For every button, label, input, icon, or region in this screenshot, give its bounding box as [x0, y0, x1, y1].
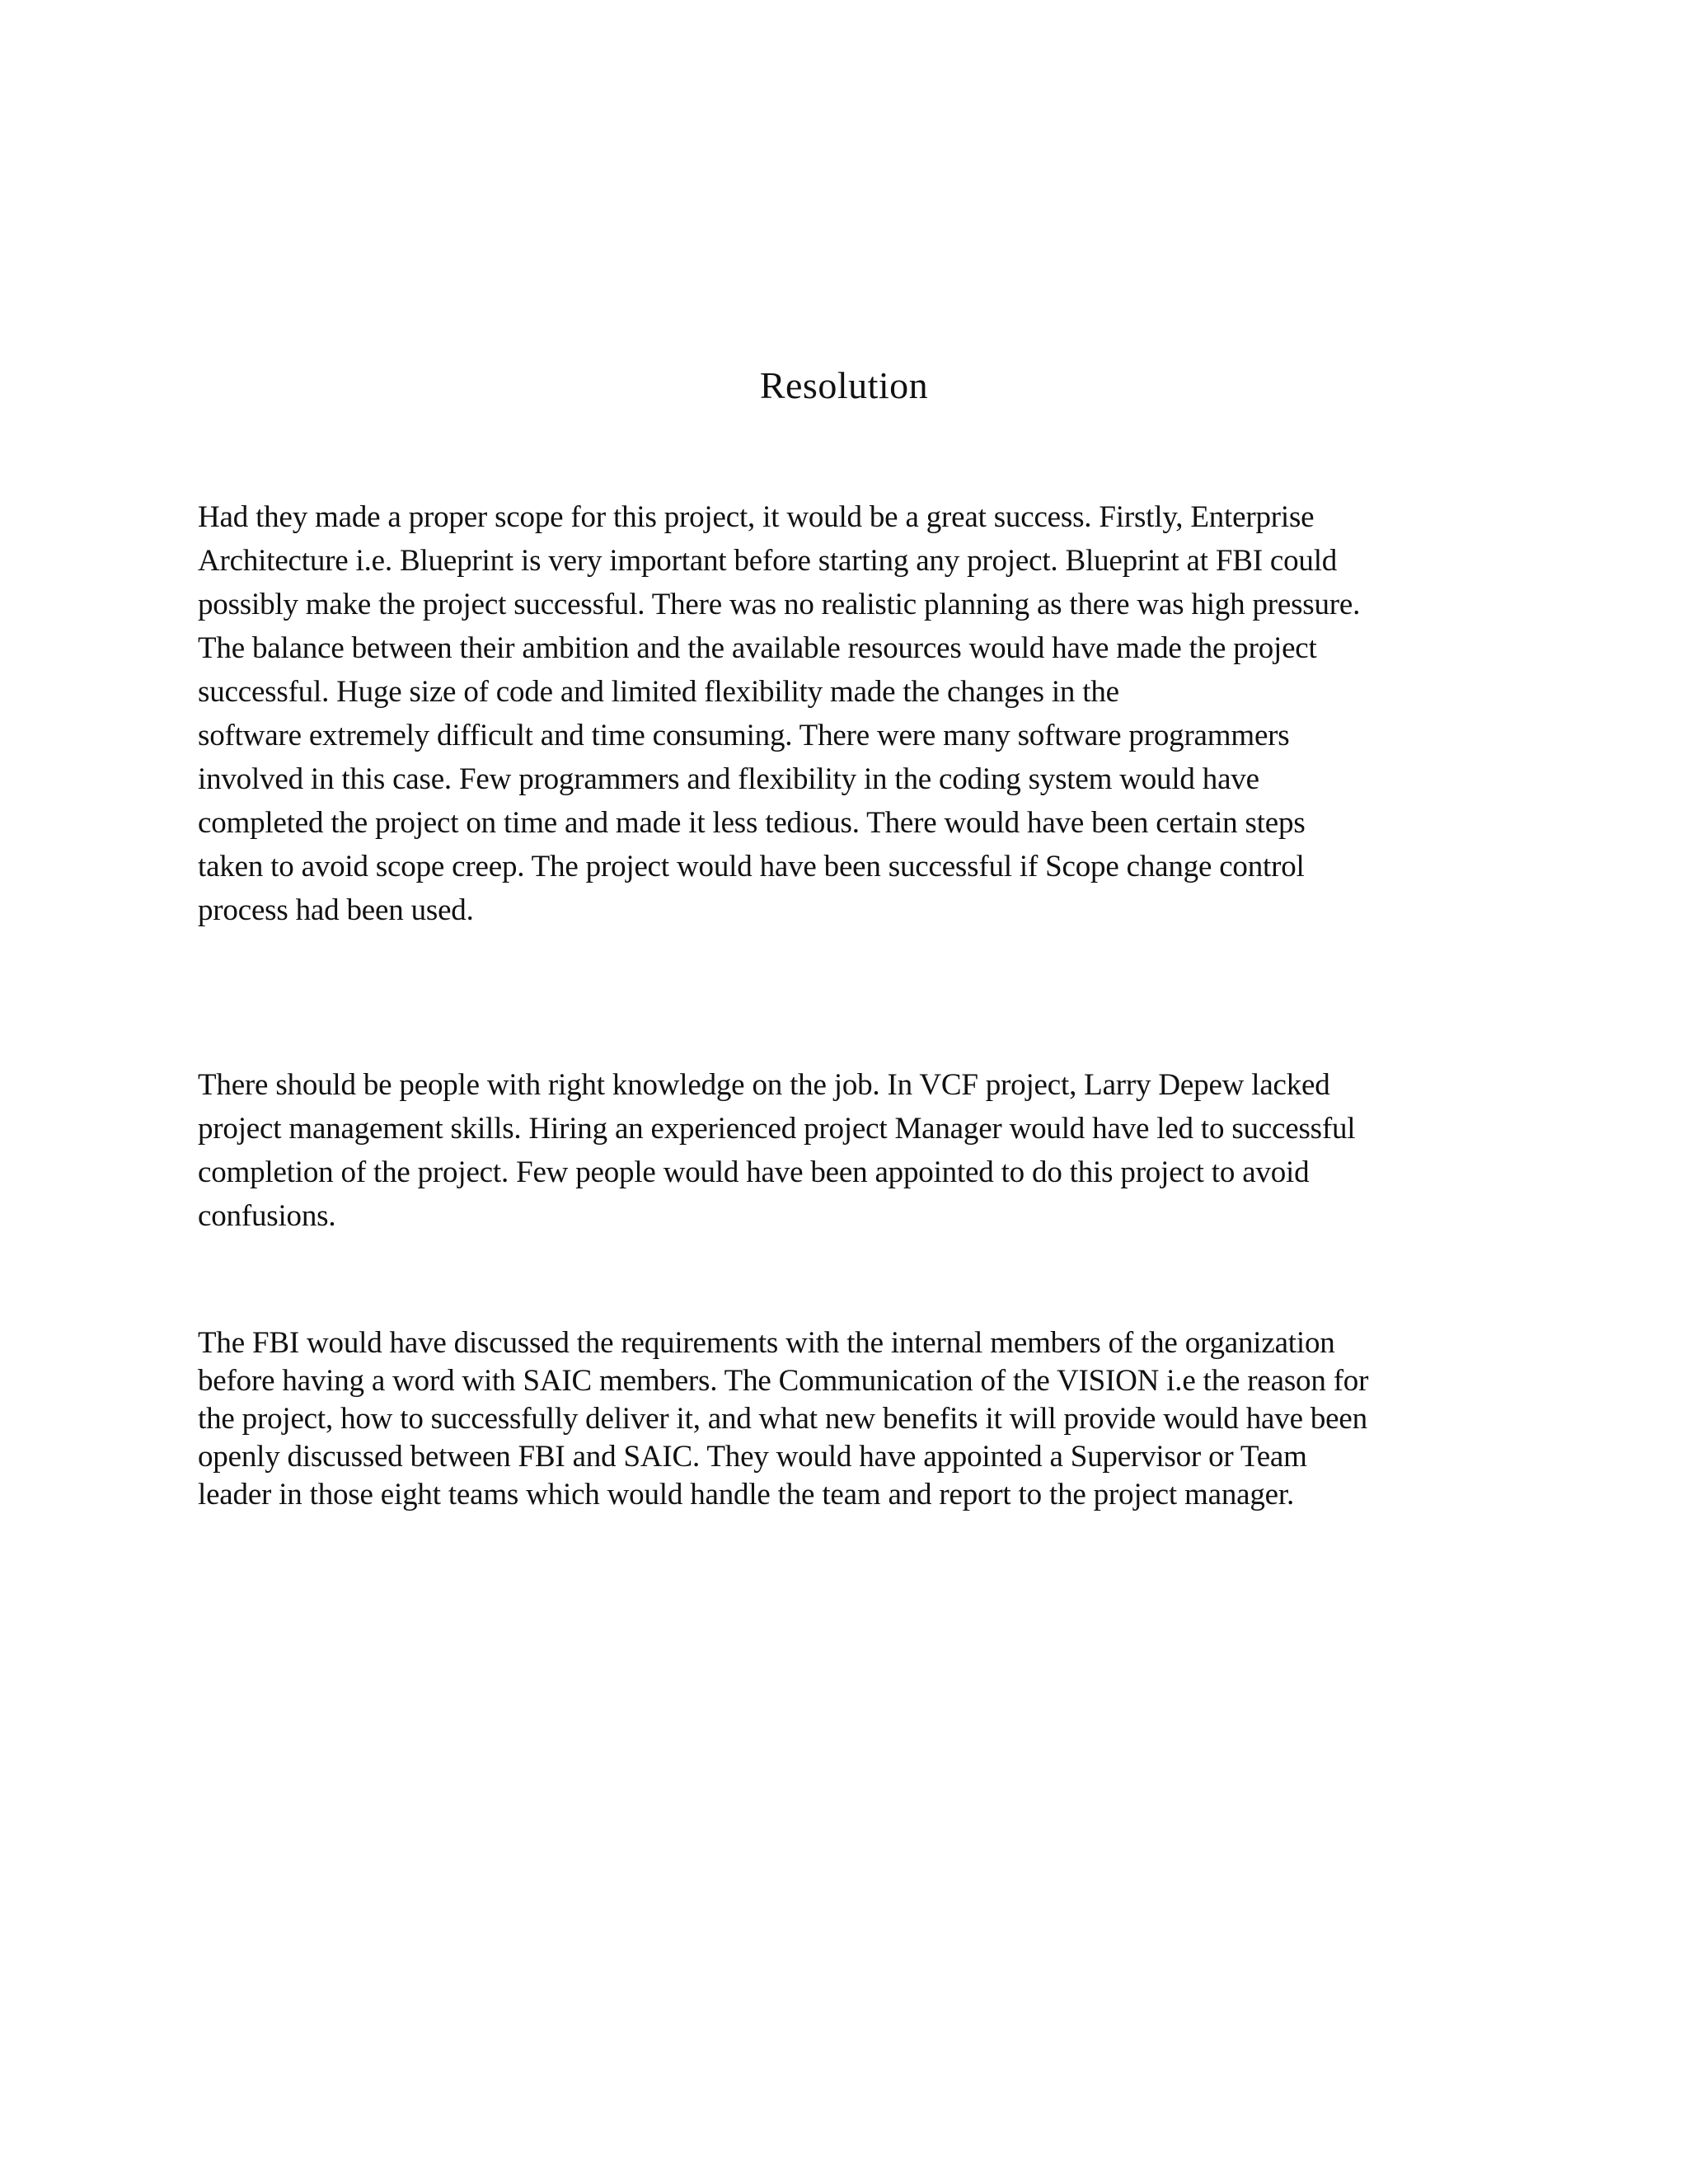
paragraph-people [198, 1063, 1355, 1238]
paragraph-line: project management skills. Hiring an experienced project Manager would have led to successful [198, 1112, 1356, 1146]
paragraph-line: completed the project on time and made it less tedious. There would have been certain steps [198, 806, 1306, 840]
paragraph-line: successful. Huge size of code and limited flexibility made the changes in the [198, 675, 1119, 709]
paragraph-line: taken to avoid scope creep. The project would have been successful if Scope change control [198, 850, 1305, 883]
paragraph-scope [198, 495, 1360, 932]
paragraph-communication [198, 1324, 1368, 1514]
paragraph-line: openly discussed between FBI and SAIC. They would have appointed a Supervisor or Team [198, 1440, 1307, 1474]
paragraph-line: Had they made a proper scope for this project, it would be a great success. Firstly, Enterprise [198, 500, 1315, 534]
paragraph-line: leader in those eight teams which would handle the team and report to the project manager. [198, 1478, 1294, 1511]
paragraph-line: There should be people with right knowledge on the job. In VCF project, Larry Depew lacked [198, 1068, 1330, 1102]
document-title: Resolution [759, 364, 929, 406]
paragraph-line: possibly make the project successful. There was no realistic planning as there was high pressure. [198, 588, 1361, 621]
paragraph-line: Architecture i.e. Blueprint is very important before starting any project. Blueprint at FBI could [198, 544, 1338, 578]
paragraph-line: involved in this case. Few programmers and flexibility in the coding system would have [198, 762, 1259, 796]
paragraph-line: confusions. [198, 1199, 336, 1233]
paragraph-line: completion of the project. Few people would have been appointed to do this project to avoid [198, 1155, 1310, 1189]
paragraph-line: The balance between their ambition and the available resources would have made the project [198, 631, 1317, 665]
paragraph-line: process had been used. [198, 893, 474, 927]
paragraph-line: before having a word with SAIC members. The Communication of the VISION i.e the reason for [198, 1364, 1369, 1398]
paragraph-line: the project, how to successfully deliver it, and what new benefits it will provide would have been [198, 1402, 1367, 1436]
paragraph-line: software extremely difficult and time consuming. There were many software programmers [198, 719, 1290, 752]
paragraph-line: The FBI would have discussed the requirements with the internal members of the organization [198, 1326, 1335, 1360]
